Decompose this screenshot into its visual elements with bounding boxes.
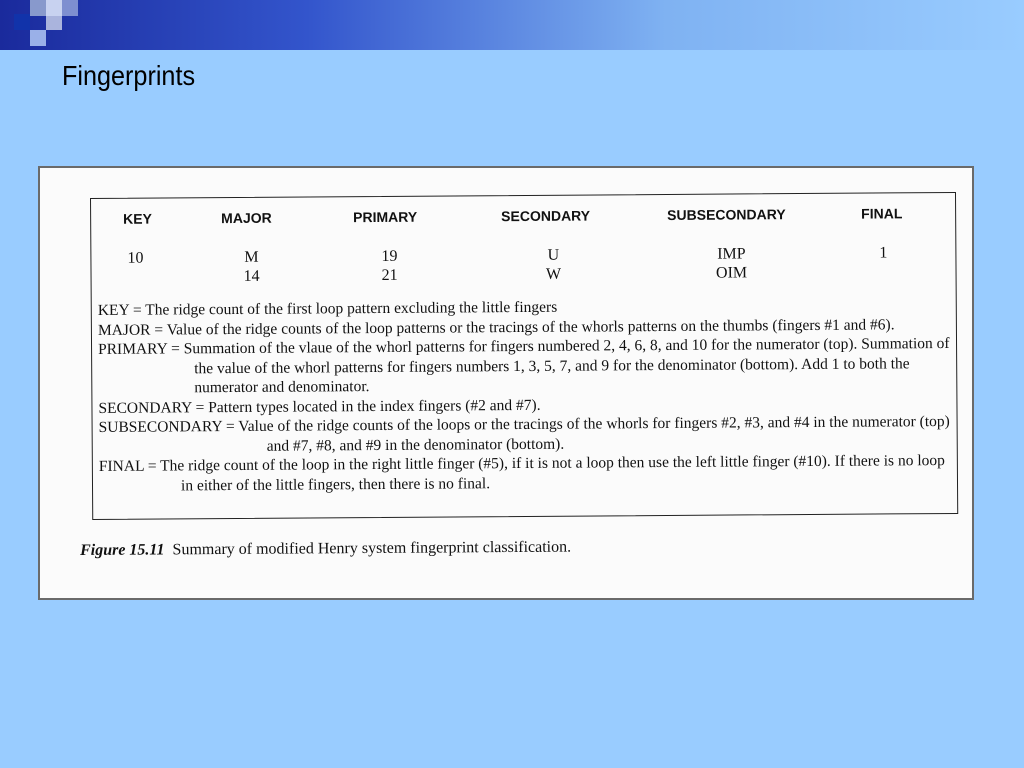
value-subsecondary-bottom: OIM bbox=[715, 264, 748, 282]
classification-table bbox=[90, 192, 958, 520]
value-major-top: M bbox=[244, 248, 259, 266]
figure-caption-text: Summary of modified Henry system fingerprint classification. bbox=[172, 538, 572, 559]
header-primary: PRIMARY bbox=[353, 208, 418, 226]
figure-label: Figure 15.11 bbox=[80, 541, 165, 559]
header-key: KEY bbox=[123, 210, 152, 227]
definitions-list bbox=[98, 295, 955, 496]
slide-header-bar bbox=[0, 0, 1024, 50]
value-primary-top: 19 bbox=[381, 247, 398, 265]
header-major: MAJOR bbox=[221, 209, 272, 227]
decor-square bbox=[30, 0, 46, 16]
definition-secondary: SECONDARY = Pattern types located in the index fingers (#2 and #7). bbox=[98, 396, 541, 417]
value-final-1: 1 bbox=[879, 244, 888, 262]
decor-square bbox=[30, 30, 46, 46]
figure-caption bbox=[80, 539, 571, 560]
definition-final: FINAL = The ridge count of the loop in the right little finger (#5), if it is not a loop then use the left little finger (#10). If there is no loop in either of the little fingers, then there is no final. bbox=[98, 452, 945, 494]
definition-major: MAJOR = Value of the ridge counts of the loop patterns or the tracings of the whorls patterns on the thumbs (fingers #1 and #6). bbox=[97, 315, 895, 339]
header-subsecondary: SUBSECONDARY bbox=[667, 206, 786, 223]
value-secondary-top: U bbox=[547, 246, 560, 264]
decor-square bbox=[46, 14, 62, 30]
slide-title: Fingerprints bbox=[62, 60, 196, 91]
definition-primary: PRIMARY = Summation of the vlaue of the whorl patterns for fingers numbered 2, 4, 6, 8, and 10 for the numerator (top). Summation of the value of the whorl patterns for fingers numbers 1, 3, 5, 7, and 9 for the denominator (bottom). Add 1 to both the numerator and denominator. bbox=[97, 335, 950, 397]
header-secondary: SECONDARY bbox=[501, 207, 591, 225]
value-secondary bbox=[541, 246, 565, 284]
decor-square bbox=[46, 0, 62, 16]
value-primary-bottom: 21 bbox=[381, 266, 398, 284]
value-key bbox=[123, 249, 147, 268]
value-key-1: 10 bbox=[127, 249, 144, 267]
decor-square bbox=[62, 0, 78, 16]
value-subsecondary bbox=[711, 244, 751, 282]
scanned-figure bbox=[38, 166, 974, 600]
value-major bbox=[239, 248, 263, 286]
value-primary bbox=[377, 247, 401, 285]
header-final: FINAL bbox=[861, 205, 903, 222]
definition-subsecondary: SUBSECONDARY = Value of the ridge counts of the loops or the tracings of the whorls for fingers #2, #3, and #4 in the numerator (top) and #7, #8, and #9 in the denominator (bottom). bbox=[98, 413, 950, 455]
definition-key: KEY = The ridge count of the first loop pattern excluding the little fingers bbox=[97, 298, 558, 319]
value-final bbox=[875, 243, 891, 262]
value-secondary-bottom: W bbox=[545, 265, 562, 283]
decor-square bbox=[14, 14, 30, 30]
value-subsecondary-top: IMP bbox=[717, 245, 746, 263]
value-major-bottom: 14 bbox=[243, 267, 260, 285]
